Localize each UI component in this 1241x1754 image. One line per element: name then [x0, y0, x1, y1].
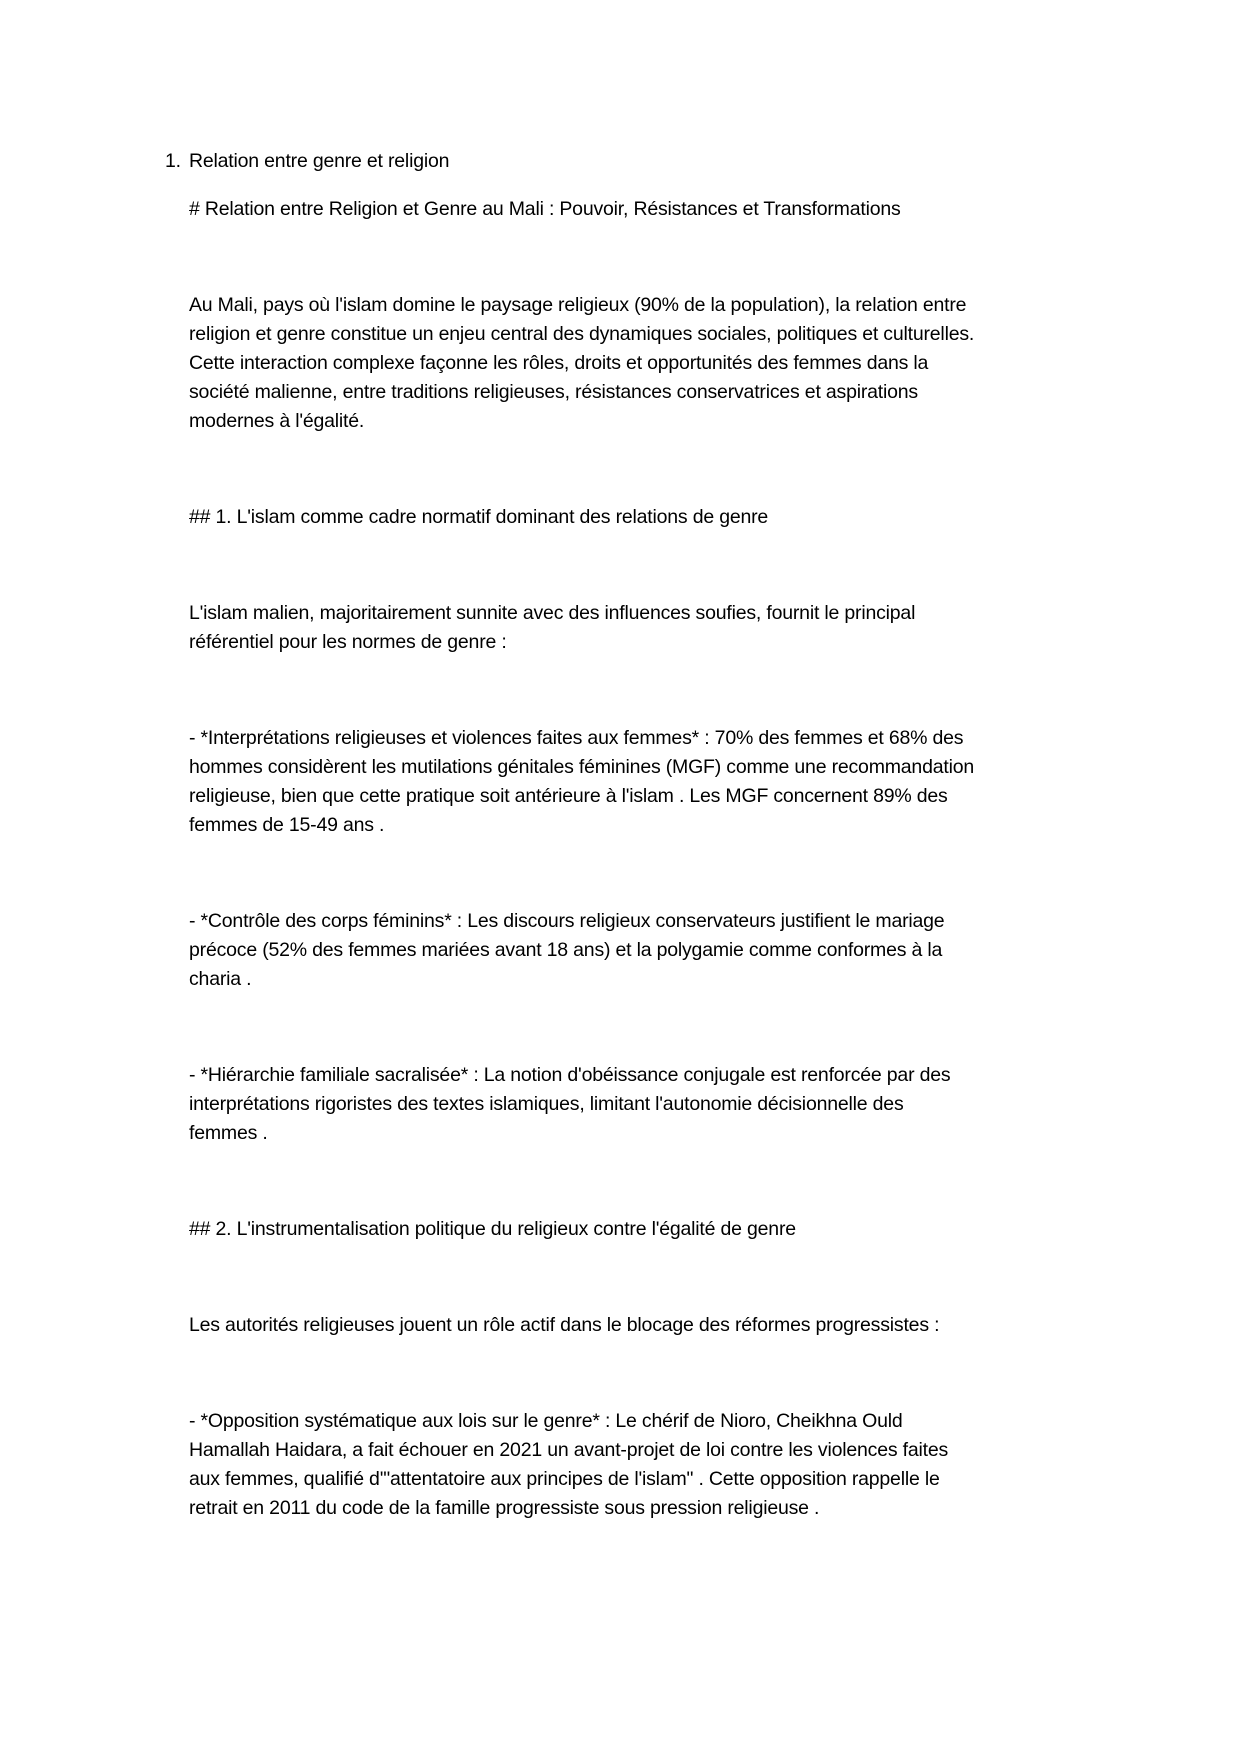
text-line: - *Contrôle des corps féminins* : Les discours religieux conservateurs justifient le mariage — [189, 910, 945, 932]
text-line: - *Opposition systématique aux lois sur le genre* : Le chérif de Nioro, Cheikhna Ould — [189, 1410, 903, 1432]
paragraph — [189, 291, 1181, 436]
text-line: hommes considèrent les mutilations génitales féminines (MGF) comme une recommandation — [189, 756, 975, 778]
markdown-heading — [189, 1215, 1181, 1244]
text-line: - *Interprétations religieuses et violences faites aux femmes* : 70% des femmes et 68% des — [189, 727, 964, 749]
text-line: modernes à l'égalité. — [189, 410, 365, 432]
list-number: 1. — [165, 150, 181, 172]
text-line: ## 2. L'instrumentalisation politique du religieux contre l'égalité de genre — [189, 1218, 796, 1240]
text-line: - *Hiérarchie familiale sacralisée* : La notion d'obéissance conjugale est renforcée par des — [189, 1064, 951, 1086]
text-line: femmes . — [189, 1122, 268, 1144]
text-line: charia . — [189, 968, 252, 990]
text-line: Hamallah Haidara, a fait échouer en 2021 un avant-projet de loi contre les violences faites — [189, 1439, 949, 1461]
document-blocks — [165, 195, 1181, 1523]
text-line: # Relation entre Religion et Genre au Mali : Pouvoir, Résistances et Transformations — [189, 198, 901, 220]
markdown-heading — [189, 195, 1181, 224]
text-line: femmes de 15-49 ans . — [189, 814, 385, 836]
text-line: aux femmes, qualifié d'"attentatoire aux principes de l'islam" . Cette opposition rappelle le — [189, 1468, 940, 1490]
text-line: religion et genre constitue un enjeu central des dynamiques sociales, politiques et culturelles. — [189, 323, 975, 345]
text-line: religieuse, bien que cette pratique soit antérieure à l'islam . Les MGF concernent 89% des — [189, 785, 948, 807]
text-line: Les autorités religieuses jouent un rôle actif dans le blocage des réformes progressistes : — [189, 1314, 940, 1336]
paragraph — [189, 1407, 1181, 1523]
text-line: Cette interaction complexe façonne les rôles, droits et opportunités des femmes dans la — [189, 352, 929, 374]
list-item-text: Relation entre genre et religion — [189, 150, 450, 172]
text-line: société malienne, entre traditions religieuses, résistances conservatrices et aspirations — [189, 381, 918, 403]
numbered-list-item — [165, 147, 1181, 176]
paragraph — [189, 599, 1181, 657]
text-line: référentiel pour les normes de genre : — [189, 631, 507, 653]
markdown-heading — [189, 503, 1181, 532]
text-line: Au Mali, pays où l'islam domine le paysage religieux (90% de la population), la relation entre — [189, 294, 967, 316]
text-line: précoce (52% des femmes mariées avant 18 ans) et la polygamie comme conformes à la — [189, 939, 943, 961]
paragraph — [189, 907, 1181, 994]
paragraph — [189, 1311, 1181, 1340]
text-line: retrait en 2011 du code de la famille progressiste sous pression religieuse . — [189, 1497, 820, 1519]
text-line: interprétations rigoristes des textes islamiques, limitant l'autonomie décisionnelle des — [189, 1093, 904, 1115]
paragraph — [189, 1061, 1181, 1148]
text-line: ## 1. L'islam comme cadre normatif dominant des relations de genre — [189, 506, 769, 528]
paragraph — [189, 724, 1181, 840]
text-line: L'islam malien, majoritairement sunnite avec des influences soufies, fournit le principal — [189, 602, 916, 624]
